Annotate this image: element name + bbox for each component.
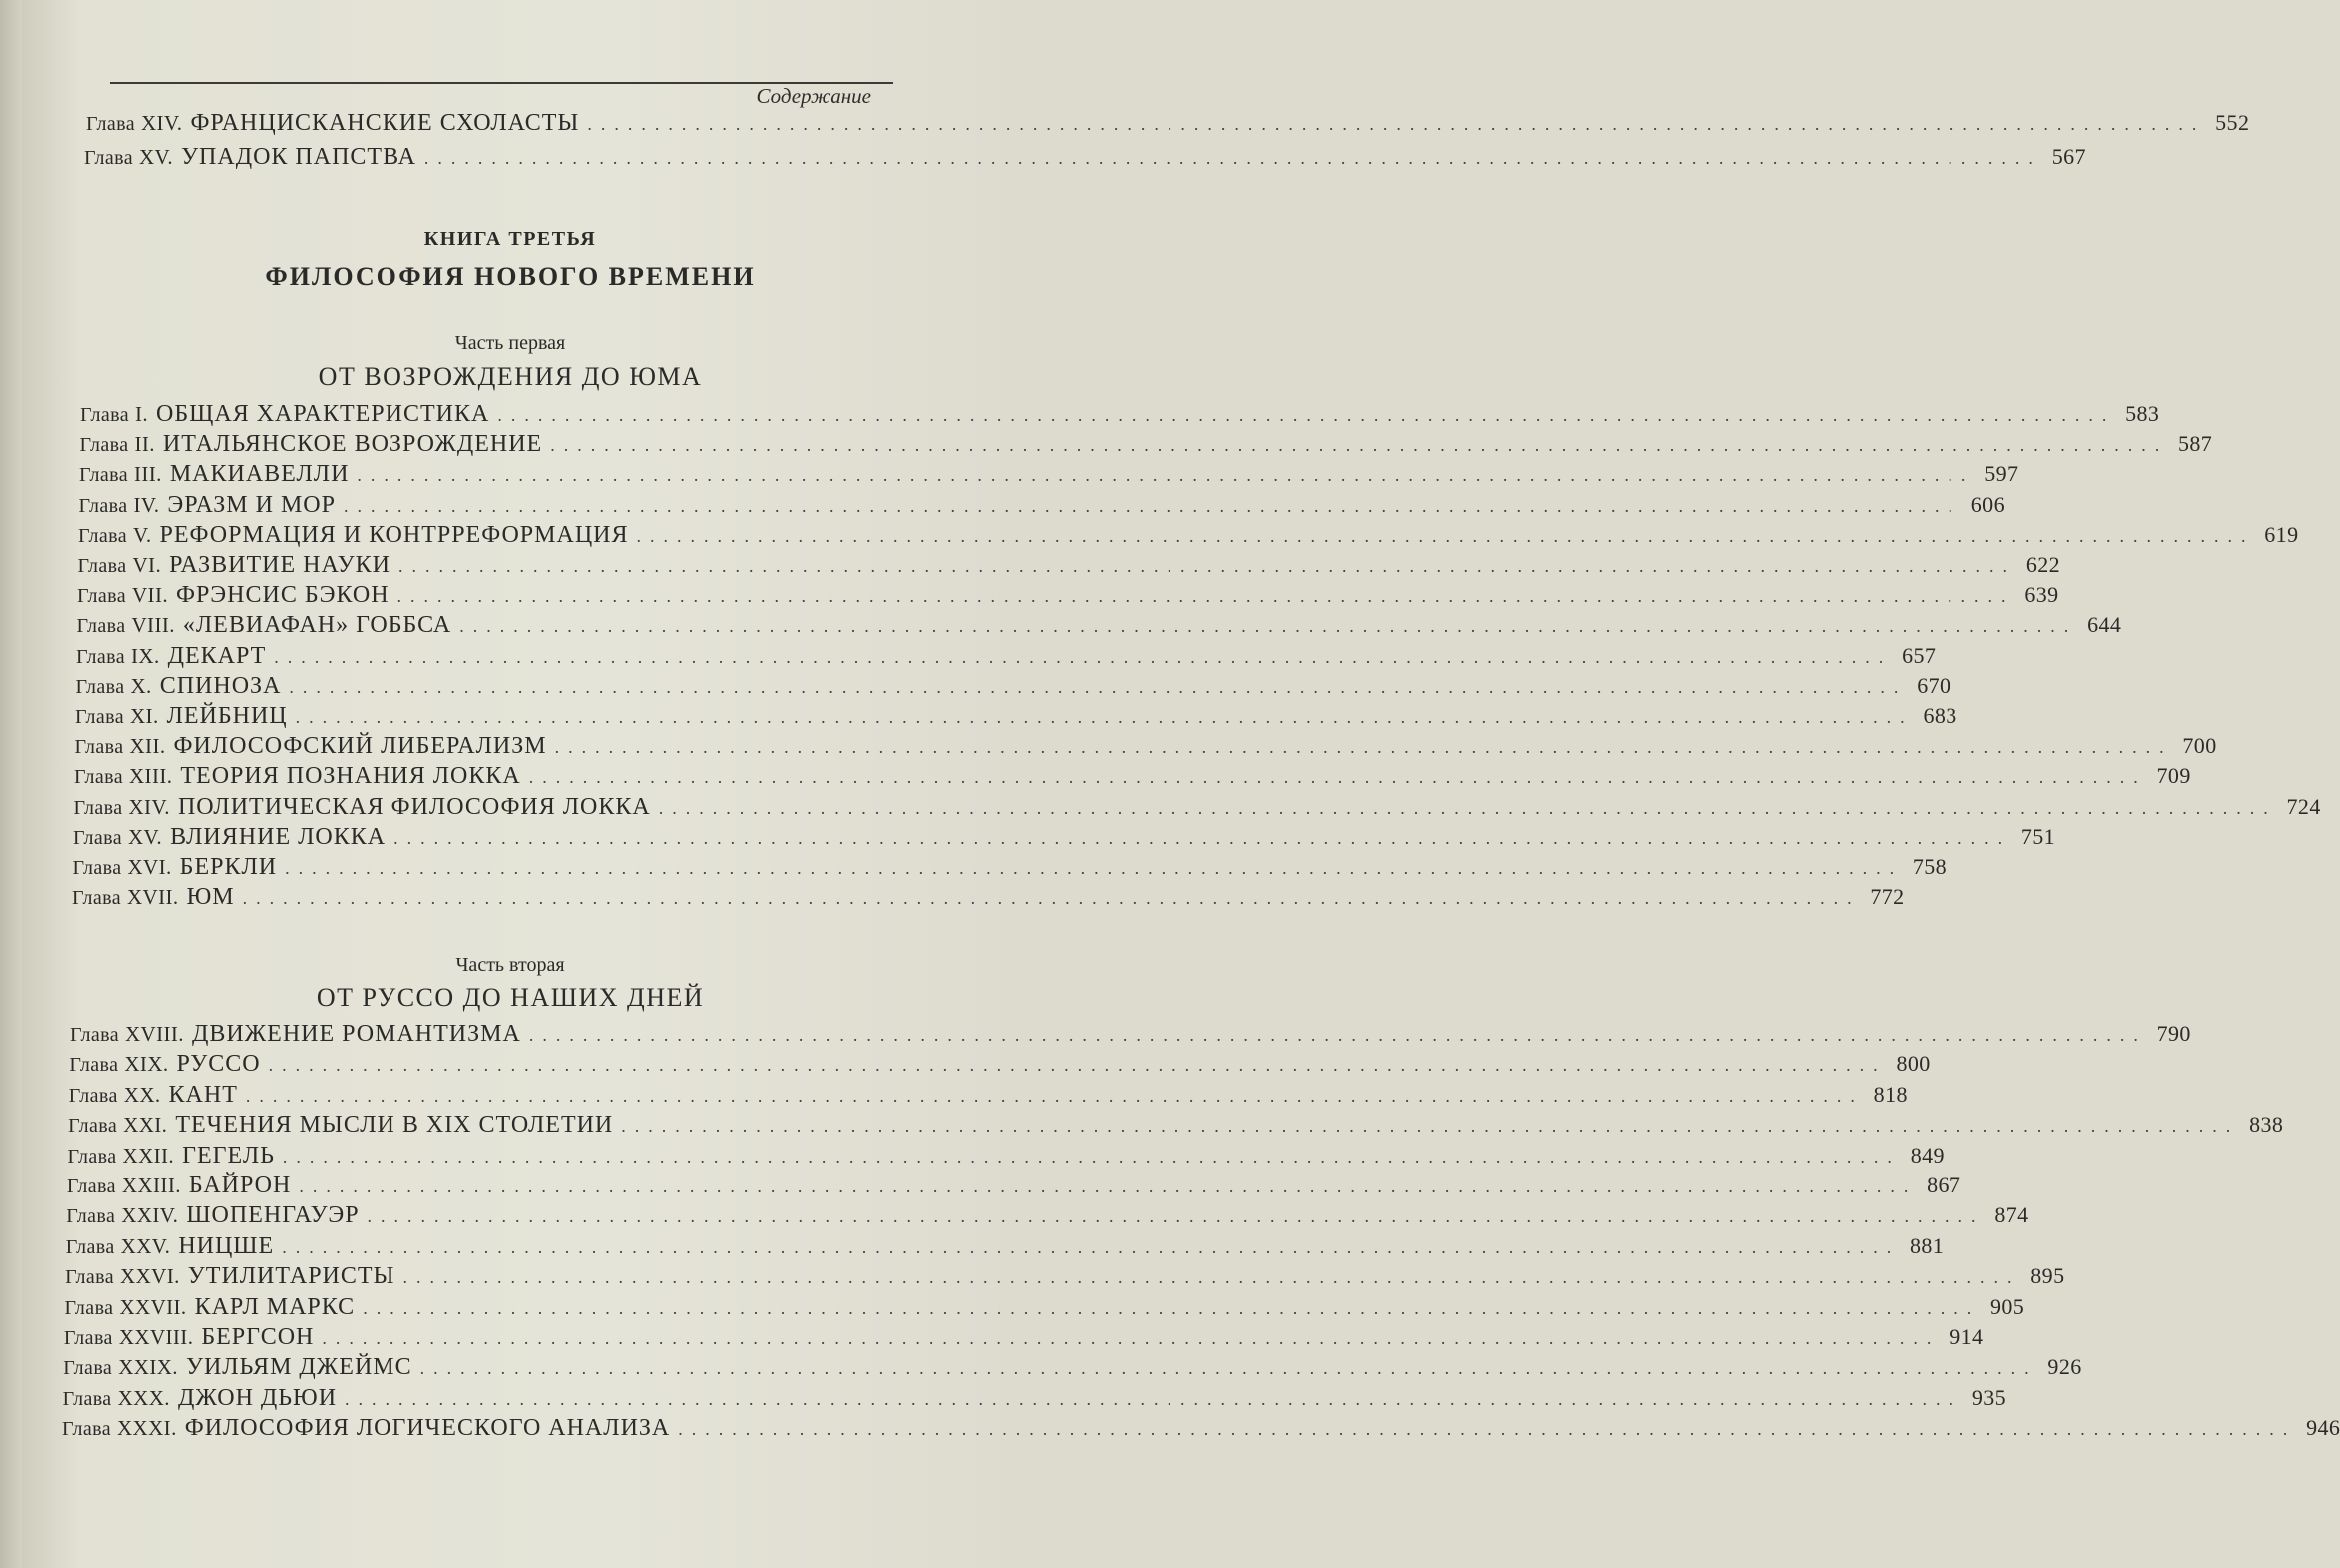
chapter-title: ВЛИЯНИЕ ЛОККА — [170, 823, 387, 850]
chapter-label: Глава — [63, 1327, 113, 1349]
page-number: 914 — [1950, 1324, 1984, 1349]
toc-entry — [73, 823, 2056, 851]
part1-label: Часть первая — [454, 332, 566, 354]
page-number: 724 — [2286, 793, 2321, 819]
chapter-number: XV. — [138, 145, 174, 169]
dot-leader: ........................................................................................................................ — [550, 435, 2169, 456]
chapter-number: XXIV. — [121, 1203, 179, 1228]
chapter-number: XXVIII. — [118, 1325, 194, 1349]
chapter-label: Глава — [69, 1054, 119, 1077]
chapter-label: Глава — [80, 404, 129, 426]
chapter-number: XXII. — [122, 1143, 175, 1168]
chapter-title: УИЛЬЯМ ДЖЕЙМС — [185, 1354, 412, 1381]
dot-leader: ........................................................................................................................ — [528, 767, 2147, 788]
dot-leader: ........................................................................................................................ — [636, 525, 2255, 546]
chapter-number: IX. — [130, 643, 160, 668]
chapter-number: XXIX. — [118, 1355, 178, 1380]
toc-entry — [65, 1263, 2065, 1290]
chapter-title: РАЗВИТИЕ НАУКИ — [169, 552, 391, 578]
toc-entry — [63, 1324, 1984, 1351]
page-number: 670 — [1917, 672, 1951, 698]
chapter-label: Глава — [74, 766, 123, 789]
chapter-number: XX. — [123, 1082, 161, 1107]
chapter-title: РЕФОРМАЦИЯ И КОНТРРЕФОРМАЦИЯ — [159, 521, 629, 548]
chapter-title: ТЕОРИЯ ПОЗНАНИЯ ЛОККА — [180, 763, 521, 790]
chapter-number: XXVII. — [119, 1294, 187, 1319]
toc-entry — [84, 144, 2086, 171]
chapter-title: ЭРАЗМ И МОР — [167, 491, 336, 518]
toc-entry — [72, 854, 1948, 881]
dot-leader: ........................................................................................................................ — [322, 1328, 1941, 1348]
chapter-label: Глава — [84, 147, 133, 169]
chapter-label: Глава — [72, 857, 122, 879]
chapter-number: XVI. — [127, 855, 172, 879]
chapter-number: X. — [130, 673, 152, 698]
chapter-number: XII. — [129, 734, 166, 759]
dot-leader: ........................................................................................................................ — [678, 1419, 2297, 1440]
chapter-number: IV. — [133, 492, 160, 517]
page-number: 751 — [2020, 823, 2056, 849]
page-number: 587 — [2177, 431, 2213, 457]
page-number: 790 — [2156, 1021, 2191, 1046]
chapter-label: Глава — [68, 1084, 118, 1107]
page-number: 895 — [2030, 1263, 2065, 1289]
page-number: 758 — [1912, 854, 1948, 879]
dot-leader: ........................................................................................................................ — [419, 1358, 2038, 1379]
chapter-label: Глава — [78, 524, 127, 547]
chapter-label: Глава — [70, 1024, 119, 1046]
chapter-label: Глава — [72, 887, 121, 910]
chapter-title: МАКИАВЕЛЛИ — [169, 461, 350, 488]
chapter-number: VII. — [131, 583, 168, 608]
page-number: 657 — [1902, 642, 1937, 668]
dot-leader: ........................................................................................................................ — [528, 1025, 2147, 1045]
chapter-label: Глава — [62, 1387, 112, 1410]
chapter-number: XXX. — [117, 1385, 170, 1410]
chapter-number: XXI. — [123, 1113, 168, 1138]
chapter-label: Глава — [65, 1266, 115, 1289]
toc-entry — [66, 1202, 2029, 1229]
chapter-title: ДЕКАРТ — [167, 642, 267, 669]
chapter-title: ЮМ — [186, 884, 235, 911]
toc-entry — [74, 763, 2191, 790]
chapter-number: XVII. — [126, 885, 179, 910]
book-spine-shadow — [0, 0, 22, 1568]
chapter-label: Глава — [86, 113, 135, 135]
page-number: 639 — [2024, 582, 2059, 608]
chapter-title: КАРЛ МАРКС — [194, 1293, 356, 1320]
chapter-label: Глава — [63, 1357, 113, 1380]
chapter-number: XXVI. — [120, 1264, 180, 1289]
chapter-title: БЕРКЛИ — [179, 854, 278, 880]
toc-entry — [72, 884, 1905, 911]
dot-leader: ........................................................................................................................ — [242, 888, 1861, 909]
dot-leader: ........................................................................................................................ — [345, 1388, 1963, 1409]
chapter-label: Глава — [73, 826, 122, 849]
toc-entry — [74, 733, 2217, 760]
dot-leader: ........................................................................................................................ — [343, 495, 1961, 516]
chapter-title: КАНТ — [168, 1081, 238, 1108]
dot-leader: ........................................................................................................................ — [393, 827, 2012, 848]
chapter-label: Глава — [76, 615, 126, 638]
chapter-label: Глава — [79, 464, 128, 487]
chapter-title: ШОПЕНГАУЭР — [186, 1202, 360, 1229]
dot-leader: ........................................................................................................................ — [497, 405, 2116, 425]
page-number: 552 — [2215, 110, 2250, 135]
chapter-label: Глава — [77, 555, 127, 577]
chapter-label: Глава — [68, 1115, 118, 1138]
chapter-label: Глава — [66, 1176, 116, 1197]
chapter-title: БЕРГСОН — [201, 1324, 315, 1350]
dot-leader: ........................................................................................................................ — [357, 465, 1975, 486]
chapter-label: Глава — [64, 1296, 114, 1319]
toc-entry — [70, 1021, 2191, 1048]
page-number: 946 — [2306, 1415, 2340, 1441]
chapter-number: XIV. — [128, 794, 170, 819]
chapter-title: ПОЛИТИЧЕСКАЯ ФИЛОСОФИЯ ЛОККА — [177, 793, 651, 820]
chapter-title: РУССО — [176, 1051, 261, 1078]
chapter-number: XVIII. — [124, 1022, 184, 1046]
page-number: 935 — [1971, 1384, 2007, 1410]
page-number: 867 — [1927, 1173, 1961, 1197]
chapter-title: БАЙРОН — [188, 1173, 292, 1198]
chapter-title: ФРЭНСИС БЭКОН — [176, 582, 390, 609]
chapter-number: II. — [134, 432, 155, 457]
page-number: 597 — [1984, 461, 2019, 487]
page-number: 606 — [1970, 491, 2005, 517]
book-page — [22, 0, 2340, 1568]
chapter-number: V. — [132, 522, 152, 547]
book-title: ФИЛОСОФИЯ НОВОГО ВРЕМЕНИ — [265, 262, 756, 291]
page-number: 619 — [2264, 521, 2299, 547]
toc-entry — [79, 431, 2213, 458]
running-header: Содержание — [756, 84, 871, 108]
dot-leader: ........................................................................................................................ — [282, 1146, 1901, 1167]
toc-entry — [78, 491, 2005, 519]
chapter-number: XIV. — [140, 111, 183, 135]
page-number: 818 — [1873, 1081, 1908, 1107]
chapter-title: НИЦШЕ — [178, 1232, 275, 1259]
chapter-title: ЛЕЙБНИЦ — [166, 703, 288, 729]
dot-leader: ........................................................................................................................ — [396, 586, 2015, 607]
chapter-title: ФИЛОСОФСКИЙ ЛИБЕРАЛИЗМ — [173, 733, 547, 760]
dot-leader: ........................................................................................................................ — [423, 148, 2042, 168]
page-number: 683 — [1923, 703, 1957, 728]
page-number: 700 — [2182, 733, 2217, 759]
chapter-title: ТЕЧЕНИЯ МЫСЛИ В XIX СТОЛЕТИИ — [175, 1112, 614, 1139]
page-number: 567 — [2051, 144, 2086, 169]
chapter-number: XI. — [129, 704, 159, 728]
page-number: 644 — [2087, 612, 2122, 638]
chapter-label: Глава — [76, 645, 125, 668]
toc-entry — [75, 672, 1951, 700]
chapter-title: ДВИЖЕНИЕ РОМАНТИЗМА — [191, 1021, 521, 1047]
chapter-title: ФРАНЦИСКАНСКИЕ СХОЛАСТЫ — [190, 110, 580, 136]
dot-leader: ........................................................................................................................ — [587, 114, 2206, 134]
page-number: 800 — [1896, 1051, 1931, 1077]
chapter-number: XIX. — [124, 1052, 169, 1077]
dot-leader: ........................................................................................................................ — [398, 556, 2017, 576]
chapter-title: УПАДОК ПАПСТВА — [181, 144, 416, 170]
page-number: 926 — [2047, 1354, 2082, 1380]
chapter-number: III. — [133, 462, 162, 487]
chapter-title: ДЖОН ДЬЮИ — [177, 1384, 338, 1411]
chapter-number: XXXI. — [116, 1416, 177, 1441]
page-number: 905 — [1989, 1293, 2025, 1319]
dot-leader: ........................................................................................................................ — [274, 646, 1893, 667]
chapter-label: Глава — [77, 585, 126, 608]
toc-entry — [65, 1232, 1945, 1260]
chapter-title: ФИЛОСОФИЯ ЛОГИЧЕСКОГО АНАЛИЗА — [184, 1415, 671, 1442]
toc-entry — [62, 1384, 2007, 1412]
chapter-number: XXIII. — [121, 1174, 181, 1197]
toc-entry — [78, 521, 2299, 549]
toc-entry — [75, 703, 1957, 730]
dot-leader: ........................................................................................................................ — [363, 1297, 1981, 1318]
part2-label: Часть вторая — [455, 954, 565, 976]
book-label: КНИГА ТРЕТЬЯ — [423, 228, 597, 250]
page-number: 881 — [1909, 1232, 1945, 1258]
chapter-number: VI. — [132, 553, 162, 577]
toc-entry — [86, 110, 2250, 137]
dot-leader: ........................................................................................................................ — [285, 858, 1904, 878]
chapter-title: ИТАЛЬЯНСКОЕ ВОЗРОЖДЕНИЕ — [162, 431, 543, 458]
toc-entry — [76, 612, 2122, 639]
chapter-number: XXV. — [120, 1233, 171, 1258]
toc-entry — [80, 401, 2160, 428]
toc-entry — [64, 1293, 2025, 1321]
page-number: 622 — [2025, 552, 2061, 577]
toc-entry — [77, 552, 2061, 579]
dot-leader: ........................................................................................................................ — [658, 797, 2277, 818]
toc-entry — [73, 793, 2321, 821]
toc-entry — [69, 1051, 1931, 1078]
chapter-label: Глава — [67, 1145, 117, 1168]
page-number: 874 — [1994, 1202, 2029, 1228]
chapter-title: УТИЛИТАРИСТЫ — [187, 1263, 395, 1290]
toc-entry — [76, 642, 1937, 670]
page-number: 709 — [2156, 763, 2191, 789]
toc-entry — [68, 1081, 1908, 1109]
chapter-label: Глава — [73, 796, 123, 819]
chapter-number: XIII. — [128, 764, 173, 789]
dot-leader: ........................................................................................................................ — [289, 676, 1908, 697]
part1-title: ОТ ВОЗРОЖДЕНИЯ ДО ЮМА — [318, 362, 703, 391]
dot-leader: ........................................................................................................................ — [459, 616, 2078, 637]
chapter-number: VIII. — [131, 613, 175, 638]
toc-entry — [68, 1112, 2284, 1139]
dot-leader: ........................................................................................................................ — [295, 707, 1914, 727]
toc-entry — [79, 461, 2019, 488]
chapter-label: Глава — [78, 494, 128, 517]
chapter-label: Глава — [75, 706, 124, 728]
chapter-label: Глава — [65, 1235, 115, 1258]
chapter-label: Глава — [66, 1205, 116, 1228]
dot-leader: ........................................................................................................................ — [367, 1206, 1985, 1227]
toc-entry — [63, 1354, 2082, 1381]
dot-leader: ........................................................................................................................ — [554, 737, 2173, 758]
dot-leader: ........................................................................................................................ — [245, 1085, 1864, 1106]
dot-leader: ........................................................................................................................ — [299, 1176, 1918, 1196]
toc-entry — [62, 1415, 2340, 1442]
page-number: 583 — [2125, 401, 2160, 426]
dot-leader: ........................................................................................................................ — [402, 1267, 2021, 1288]
toc-entry — [66, 1173, 1961, 1199]
chapter-title: ГЕГЕЛЬ — [182, 1142, 275, 1169]
chapter-title: «ЛЕВИАФАН» ГОББСА — [182, 612, 452, 639]
toc-entry — [77, 582, 2059, 609]
dot-leader: ........................................................................................................................ — [621, 1116, 2240, 1137]
dot-leader: ........................................................................................................................ — [268, 1055, 1887, 1076]
chapter-label: Глава — [79, 434, 129, 457]
part2-title: ОТ РУССО ДО НАШИХ ДНЕЙ — [316, 983, 705, 1012]
toc-entry — [67, 1142, 1945, 1170]
chapter-title: СПИНОЗА — [159, 672, 282, 699]
chapter-number: XV. — [127, 824, 163, 849]
chapter-label: Глава — [62, 1418, 111, 1441]
chapter-label: Глава — [74, 736, 124, 759]
page-number: 838 — [2249, 1112, 2284, 1138]
chapter-number: I. — [134, 402, 149, 426]
dot-leader: ........................................................................................................................ — [282, 1236, 1901, 1257]
chapter-label: Глава — [75, 675, 125, 698]
page-number: 849 — [1910, 1142, 1945, 1168]
page-number: 772 — [1870, 884, 1905, 910]
chapter-title: ОБЩАЯ ХАРАКТЕРИСТИКА — [156, 401, 490, 427]
